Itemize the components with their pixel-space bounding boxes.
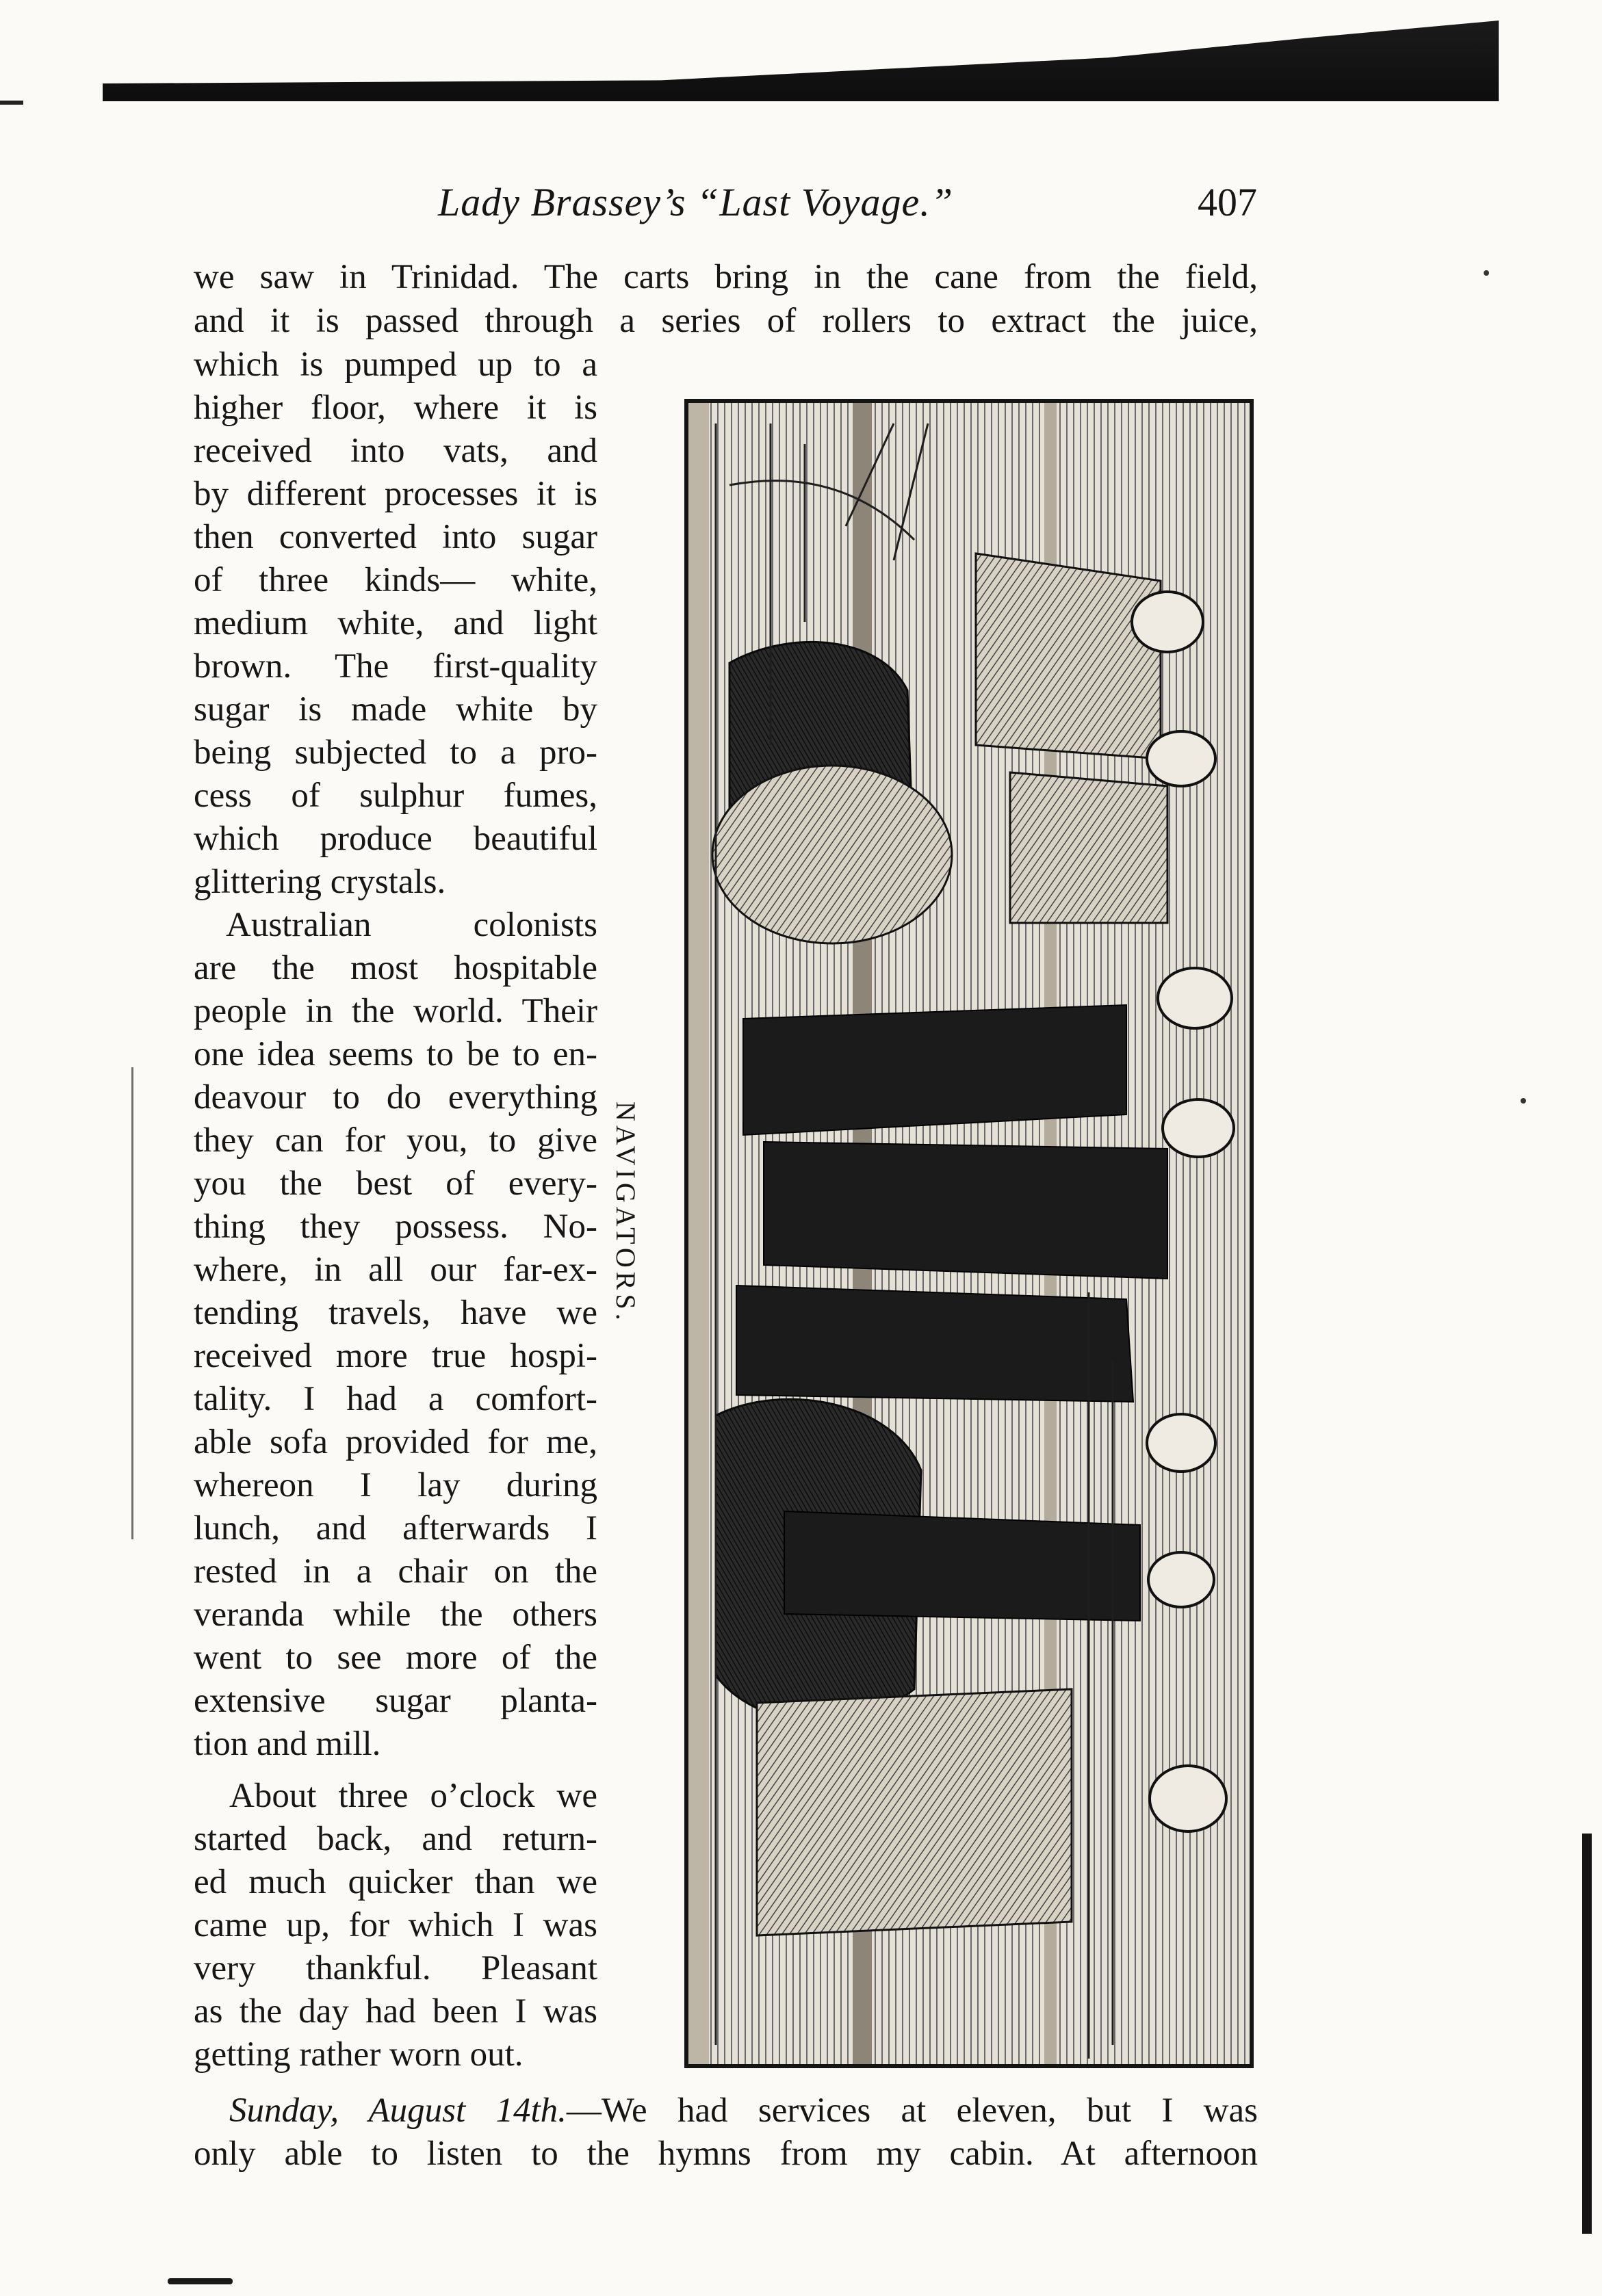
text-line: are the most hospitable [194,949,597,987]
text-line: where, in all our far-ex- [194,1251,597,1289]
text-line: glittering crystals. [194,863,446,901]
text-line: tality. I had a comfort- [194,1380,597,1418]
text-line: then converted into sugar [194,518,597,556]
scan-speck [1521,1098,1526,1104]
text-line: veranda while the others [194,1595,597,1634]
text-line: as the day had been I was [194,1992,597,2031]
scan-margin-line [131,1067,133,1539]
text-line: which produce beautiful [194,820,597,858]
text-line: brown. The first-quality [194,647,597,686]
text-line: very thankful. Pleasant [194,1949,597,1987]
diary-date: Sunday, August 14th. [229,2091,567,2130]
scan-mark [168,2278,233,2284]
text-line: which is pumped up to a [194,345,597,384]
figure-caption: NAVIGATORS. [610,1101,641,1325]
text-line: lunch, and afterwards I [194,1509,597,1548]
scan-edge-bar [103,21,1499,101]
text-line: of three kinds— white, [194,561,597,599]
text-line: people in the world. Their [194,992,597,1030]
text-line: came up, for which I was [194,1906,597,1944]
text-line: sugar is made white by [194,690,597,729]
text-line: went to see more of the [194,1639,597,1677]
scan-speck [1484,270,1489,276]
engraving-image [688,403,1250,2064]
text-line: able sofa provided for me, [194,1423,597,1461]
text-run: —We had services at eleven, but I was [566,2091,1258,2130]
text-line: thing they possess. No- [194,1208,597,1246]
text-line: About three o’clock we [229,1777,597,1815]
page-number: 407 [1198,180,1257,224]
scan-mark [0,101,23,105]
text-line: you the best of every- [194,1164,597,1203]
text-line: higher floor, where it is [194,389,597,427]
text-line: tending travels, have we [194,1294,597,1332]
text-line: deavour to do everything [194,1078,597,1117]
text-line: they can for you, to give [194,1121,597,1160]
text-line: whereon I lay during [194,1466,597,1504]
text-line: Australian colonists [226,906,597,944]
text-line: one idea seems to be to en- [194,1035,597,1073]
text-line: and it is passed through a series of rollers to extract the juice, [194,302,1258,340]
text-line: extensive sugar planta- [194,1682,597,1720]
text-line: received more true hospi- [194,1337,597,1375]
text-line [229,2093,1258,2128]
text-line: started back, and return- [194,1820,597,1858]
text-line: by different processes it is [194,475,597,513]
scan-edge-shadow [1582,1834,1592,2234]
text-line: only able to listen to the hymns from my cabin. At afternoon [194,2135,1258,2173]
illustration [684,399,1254,2068]
text-line: rested in a chair on the [194,1552,597,1591]
text-line: we saw in Trinidad. The carts bring in the cane from the field, [194,258,1258,296]
text-line: being subjected to a pro- [194,733,597,772]
text-line: tion and mill. [194,1725,381,1763]
text-line: cess of sulphur fumes, [194,777,597,815]
text-line: medium white, and light [194,604,597,642]
text-line: ed much quicker than we [194,1863,597,1901]
running-title: Lady Brassey’s “Last Voyage.” [438,180,953,224]
text-line: received into vats, and [194,432,597,470]
text-line: getting rather worn out. [194,2035,524,2074]
